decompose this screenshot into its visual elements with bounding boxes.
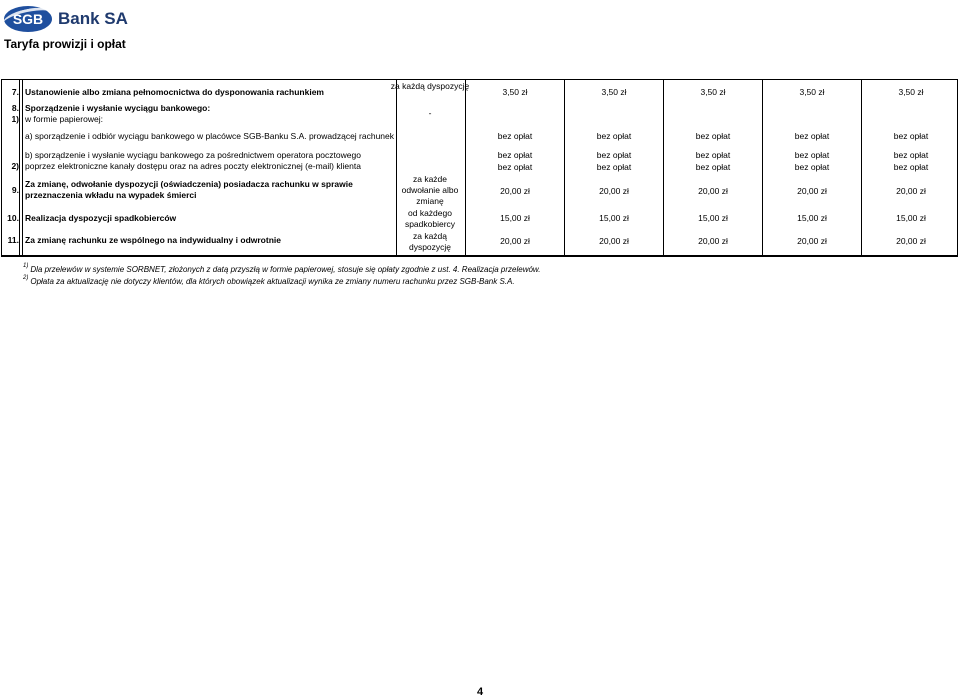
- row-subnumber: 2): [11, 161, 19, 171]
- price-cell: 15,00 zł: [599, 213, 629, 223]
- price-cell: bez opłat: [596, 162, 632, 172]
- row-number: 8.: [11, 103, 19, 113]
- column-divider: [19, 79, 20, 257]
- price-cell: bez opłat: [497, 150, 533, 160]
- page-number: 4: [477, 686, 484, 698]
- price-cell: bez opłat: [893, 131, 929, 141]
- price-cell: 20,00 zł: [698, 186, 728, 196]
- price-cell: 3,50 zł: [799, 87, 825, 97]
- table-bottom-border: [1, 255, 958, 256]
- price-cell: bez opłat: [794, 150, 830, 160]
- row-description: b) sporządzenie i wysłanie wyciągu bankowego za pośrednictwem operatora pocztowego: [25, 150, 361, 160]
- price-cell: 15,00 zł: [698, 213, 728, 223]
- price-cell: bez opłat: [695, 150, 731, 160]
- bank-logo: [4, 6, 128, 32]
- row-unit: -: [428, 108, 432, 118]
- price-cell: bez opłat: [695, 162, 731, 172]
- price-cell: 15,00 zł: [500, 213, 530, 223]
- price-cell: 20,00 zł: [500, 186, 530, 196]
- row-description: Realizacja dyspozycji spadkobierców: [25, 213, 177, 223]
- row-number: 10.: [7, 213, 19, 223]
- price-cell: bez opłat: [794, 131, 830, 141]
- price-cell: 20,00 zł: [698, 236, 728, 246]
- price-cell: bez opłat: [893, 162, 929, 172]
- row-number: 11.: [7, 235, 19, 245]
- price-cell: 3,50 zł: [502, 87, 528, 97]
- price-cell: 20,00 zł: [896, 236, 926, 246]
- row-description: w formie papierowej:: [25, 114, 103, 124]
- row-unit: zmianę: [416, 196, 444, 206]
- price-cell: 3,50 zł: [700, 87, 726, 97]
- price-cell: bez opłat: [695, 131, 731, 141]
- row-number: 9.: [11, 185, 19, 195]
- row-unit: za każdą: [412, 231, 448, 241]
- price-cell: 20,00 zł: [599, 236, 629, 246]
- price-cell: bez opłat: [794, 162, 830, 172]
- price-cell: 20,00 zł: [896, 186, 926, 196]
- row-description: Sporządzenie i wysłanie wyciągu bankowego:: [25, 103, 211, 113]
- row-description: Za zmianę, odwołanie dyspozycji (oświadczenia) posiadacza rachunku w sprawie: [25, 179, 353, 189]
- price-cell: bez opłat: [497, 131, 533, 141]
- price-cell: 15,00 zł: [896, 213, 926, 223]
- row-unit: odwołanie albo: [401, 185, 459, 195]
- price-cell: 15,00 zł: [797, 213, 827, 223]
- row-description: poprzez elektroniczne kanały dostępu oraz na adres poczty elektronicznej (e-mail) klienta: [25, 161, 361, 171]
- row-unit: spadkobiercy: [404, 219, 456, 229]
- row-description: Ustanowienie albo zmiana pełnomocnictwa do dysponowania rachunkiem: [25, 87, 324, 97]
- row-unit: za każdą dyspozycję: [390, 81, 470, 91]
- price-cell: bez opłat: [596, 131, 632, 141]
- price-cell: 3,50 zł: [601, 87, 627, 97]
- footnote-mark: 2): [23, 275, 29, 281]
- footnote: [23, 277, 515, 286]
- row-description: przeznaczenia wkładu na wypadek śmierci: [25, 190, 197, 200]
- footnote-text: Opłata za aktualizację nie dotyczy klientów, dla których obowiązek aktualizacji wynika ze zmiany numeru rachunku przez SGB-Bank S.A.: [30, 277, 515, 286]
- price-cell: 3,50 zł: [898, 87, 924, 97]
- footnote: [23, 265, 541, 274]
- column-divider: [22, 79, 23, 257]
- price-cell: bez opłat: [596, 150, 632, 160]
- sgb-logo-icon: SGB: [4, 6, 52, 32]
- bank-name: Bank SA: [58, 9, 128, 28]
- row-unit: dyspozycję: [408, 242, 452, 252]
- row-description: a) sporządzenie i odbiór wyciągu bankowego w placówce SGB-Banku S.A. prowadzącej rachunek: [25, 131, 395, 141]
- price-cell: 20,00 zł: [500, 236, 530, 246]
- footnote-text: Dla przelewów w systemie SORBNET, złożonych z datą przyszłą w formie papierowej, stosuje się opłaty zgodnie z ust. 4. Realizacja przelewów.: [30, 265, 541, 274]
- price-cell: 20,00 zł: [599, 186, 629, 196]
- footnote-mark: 1): [23, 263, 29, 269]
- row-unit: za każde: [412, 174, 448, 184]
- row-subnumber: 1): [11, 114, 19, 124]
- row-unit: od każdego: [408, 208, 452, 218]
- row-description: Za zmianę rachunku ze wspólnego na indywidualny i odwrotnie: [25, 235, 281, 245]
- row-number: 7.: [11, 87, 19, 97]
- price-cell: bez opłat: [497, 162, 533, 172]
- price-cell: 20,00 zł: [797, 186, 827, 196]
- page-title: Taryfa prowizji i opłat: [4, 37, 126, 51]
- price-cell: 20,00 zł: [797, 236, 827, 246]
- price-cell: bez opłat: [893, 150, 929, 160]
